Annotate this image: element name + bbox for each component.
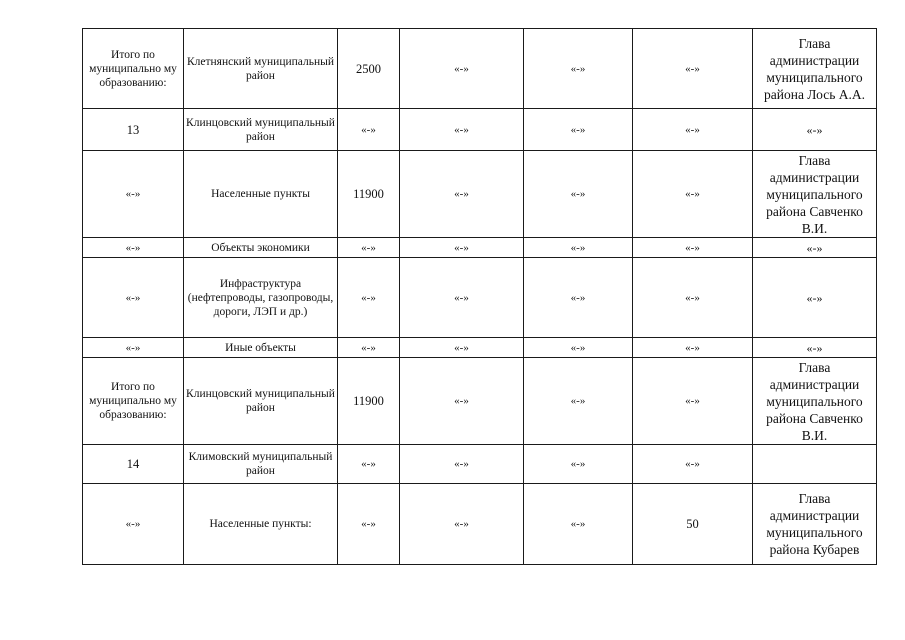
cell-col5: «-» [524, 338, 633, 358]
cell-object: Населенные пункты: [184, 484, 338, 565]
cell-number: «-» [83, 484, 184, 565]
cell-col5: «-» [524, 151, 633, 238]
cell-col6: «-» [633, 445, 753, 484]
cell-col5: «-» [524, 445, 633, 484]
cell-number: «-» [83, 258, 184, 338]
cell-responsible: «-» [753, 109, 877, 151]
cell-col6: «-» [633, 109, 753, 151]
cell-col6: «-» [633, 258, 753, 338]
cell-number: «-» [83, 338, 184, 358]
cell-col4: «-» [400, 238, 524, 258]
cell-col6: «-» [633, 29, 753, 109]
cell-object: Иные объекты [184, 338, 338, 358]
table-row [83, 109, 877, 151]
cell-col4: «-» [400, 109, 524, 151]
table-row [83, 238, 877, 258]
cell-col4: «-» [400, 484, 524, 565]
cell-col5: «-» [524, 484, 633, 565]
cell-value: «-» [338, 258, 400, 338]
cell-number: «-» [83, 151, 184, 238]
cell-responsible [753, 445, 877, 484]
table-row [83, 484, 877, 565]
cell-value: «-» [338, 238, 400, 258]
cell-responsible: «-» [753, 338, 877, 358]
cell-value: «-» [338, 445, 400, 484]
cell-col4: «-» [400, 445, 524, 484]
cell-object: Населенные пункты [184, 151, 338, 238]
cell-number: «-» [83, 238, 184, 258]
cell-value: 11900 [338, 358, 400, 445]
document-table [82, 28, 877, 565]
cell-object: Объекты экономики [184, 238, 338, 258]
cell-col4: «-» [400, 29, 524, 109]
cell-responsible: «-» [753, 238, 877, 258]
cell-col5: «-» [524, 238, 633, 258]
table-row [83, 29, 877, 109]
cell-col4: «-» [400, 358, 524, 445]
cell-col5: «-» [524, 109, 633, 151]
cell-col4: «-» [400, 258, 524, 338]
cell-col5: «-» [524, 258, 633, 338]
cell-value: «-» [338, 338, 400, 358]
cell-col6: «-» [633, 358, 753, 445]
cell-responsible: Глава администрации муниципального района Савченко В.И. [753, 358, 877, 445]
table-row [83, 151, 877, 238]
table-row [83, 358, 877, 445]
cell-responsible: Глава администрации муниципального района Лось А.А. [753, 29, 877, 109]
cell-col6: «-» [633, 238, 753, 258]
cell-number: 14 [83, 445, 184, 484]
cell-object: Клинцовский муниципальный район [184, 358, 338, 445]
cell-responsible: Глава администрации муниципального района Савченко В.И. [753, 151, 877, 238]
cell-object: Инфраструктура (нефтепроводы, газопроводы, дороги, ЛЭП и др.) [184, 258, 338, 338]
cell-number: Итого по муниципально му образованию: [83, 358, 184, 445]
cell-number: Итого по муниципально му образованию: [83, 29, 184, 109]
cell-col5: «-» [524, 358, 633, 445]
cell-number: 13 [83, 109, 184, 151]
cell-object: Клинцовский муниципальный район [184, 109, 338, 151]
cell-col4: «-» [400, 338, 524, 358]
cell-col4: «-» [400, 151, 524, 238]
cell-value: 2500 [338, 29, 400, 109]
cell-object: Клетнянский муниципальный район [184, 29, 338, 109]
cell-value: 11900 [338, 151, 400, 238]
cell-value: «-» [338, 109, 400, 151]
cell-col5: «-» [524, 29, 633, 109]
cell-col6: 50 [633, 484, 753, 565]
cell-col6: «-» [633, 151, 753, 238]
cell-col6: «-» [633, 338, 753, 358]
cell-responsible: Глава администрации муниципального района Кубарев [753, 484, 877, 565]
table-row [83, 445, 877, 484]
cell-object: Климовский муниципальный район [184, 445, 338, 484]
table-row [83, 258, 877, 338]
table-row [83, 338, 877, 358]
cell-value: «-» [338, 484, 400, 565]
cell-responsible: «-» [753, 258, 877, 338]
